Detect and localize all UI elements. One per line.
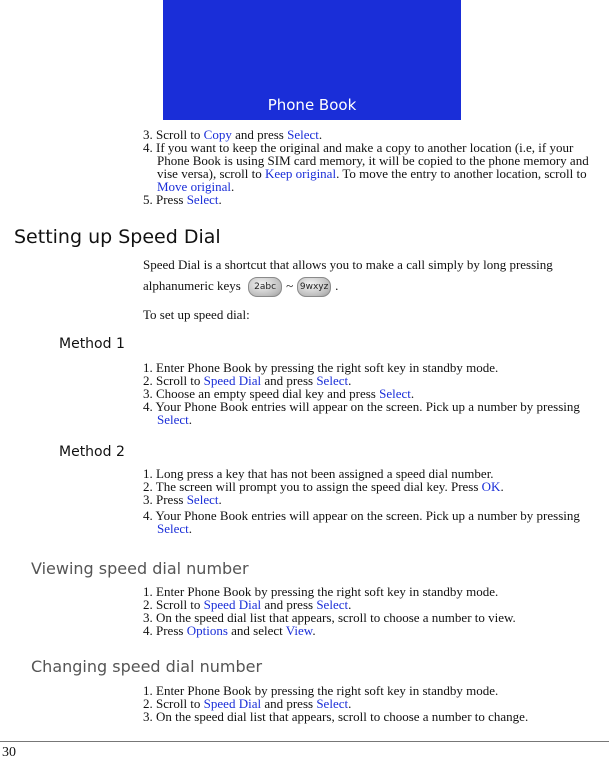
keyword: Select — [157, 521, 189, 536]
viewing-steps — [143, 585, 605, 637]
keyword: OK — [481, 479, 501, 494]
viewing-heading: Viewing speed dial number — [31, 559, 249, 578]
copy-steps — [143, 128, 605, 206]
step: 1. Enter Phone Book by pressing the right soft key in standby mode. — [143, 584, 499, 599]
step: 1. Long press a key that has not been assigned a speed dial number. — [143, 466, 494, 481]
step: 5. Press Select. — [143, 192, 222, 207]
step: 2. Scroll to Speed Dial and press Select. — [143, 373, 352, 388]
keyword: Select — [186, 492, 219, 507]
step: 3. Choose an empty speed dial key and press Select. — [143, 386, 415, 401]
keyword: Select — [157, 412, 189, 427]
step: 3. On the speed dial list that appears, scroll to choose a number to change. — [143, 709, 529, 724]
section-heading-speed-dial: Setting up Speed Dial — [14, 226, 221, 248]
footer-divider — [0, 741, 609, 742]
changing-heading: Changing speed dial number — [31, 657, 263, 676]
step: 2. Scroll to Speed Dial and press Select. — [143, 696, 352, 711]
tilde: ~ — [286, 277, 294, 293]
keyword: Select — [316, 373, 349, 388]
method-1-heading: Method 1 — [59, 336, 125, 352]
step: 4. Your Phone Book entries will appear on the screen. Pick up a number by pressing Select. — [143, 399, 580, 427]
keyword: Select — [316, 696, 349, 711]
changing-steps — [143, 684, 605, 723]
keyword: Copy — [203, 127, 232, 142]
screen-title: Phone Book — [267, 96, 357, 114]
keyword: Select — [186, 192, 219, 207]
step: 3. Press Select. — [143, 492, 222, 507]
to-set-text: To set up speed dial: — [143, 307, 250, 322]
keyword: Options — [186, 623, 228, 638]
speed-dial-intro — [143, 257, 605, 322]
key-9wxyz-icon: 9wxyz — [297, 277, 331, 297]
step: 1. Enter Phone Book by pressing the right soft key in standby mode. — [143, 683, 499, 698]
step: 3. Scroll to Copy and press Select. — [143, 127, 323, 142]
keyword: Select — [316, 597, 349, 612]
keyword: Keep original — [264, 166, 337, 181]
step: 2. The screen will prompt you to assign the speed dial key. Press OK. — [143, 479, 504, 494]
step: 4. Press Options and select View. — [143, 623, 316, 638]
key-2abc-icon: 2abc — [248, 277, 282, 297]
step: 4. If you want to keep the original and make a copy to another location (i.e, if your Phone Book is using SIM card memory, it will be copied to the phone memory and vise versa), scroll to Keep original. To move the entry to another location, scroll to Move original. — [143, 140, 589, 194]
step: 4. Your Phone Book entries will appear on the screen. Pick up a number by pressing Select. — [143, 508, 580, 536]
method-2-steps — [143, 467, 605, 535]
keyword: View — [285, 623, 313, 638]
step: 3. On the speed dial list that appears, scroll to choose a number to view. — [143, 610, 516, 625]
method-1-steps — [143, 361, 605, 426]
step: 1. Enter Phone Book by pressing the right soft key in standby mode. — [143, 360, 499, 375]
page-number: 30 — [2, 745, 16, 760]
keyword: Move original — [157, 179, 232, 194]
keyword: Speed Dial — [203, 597, 262, 612]
step: 2. Scroll to Speed Dial and press Select. — [143, 597, 352, 612]
keyword: Select — [379, 386, 411, 401]
keyword: Select — [287, 127, 319, 142]
keyword: Speed Dial — [203, 696, 262, 711]
intro-keys-line: alphanumeric keys 2abc ~ 9wxyz . — [143, 277, 605, 297]
method-2-heading: Method 2 — [59, 444, 125, 460]
keyword: Speed Dial — [203, 373, 262, 388]
phone-screen-image — [163, 0, 461, 120]
intro-text: Speed Dial is a shortcut that allows you to make a call simply by long pressing — [143, 257, 553, 272]
